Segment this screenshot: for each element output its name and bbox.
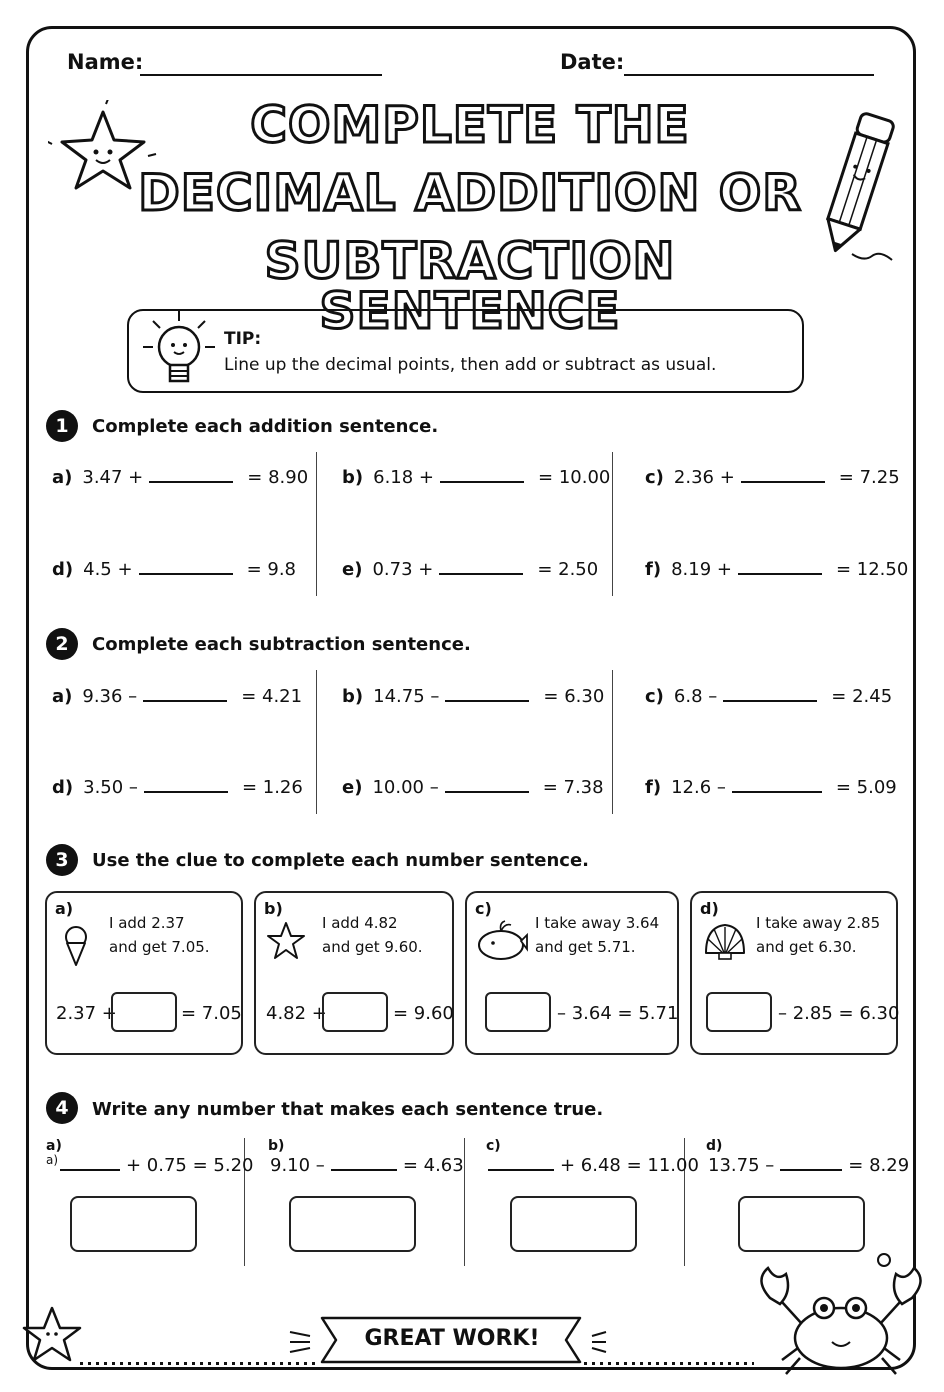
card-equation-left: 4.82 + [266, 1003, 327, 1024]
clue-card-a [45, 891, 243, 1055]
card-equation-right: = 9.60 [393, 1003, 454, 1024]
card-equation-left: 2.37 + [56, 1003, 117, 1024]
ice-cream-icon [61, 925, 91, 967]
s1-question-e: e) 0.73 + = 2.50 [342, 555, 598, 580]
whale-icon [475, 919, 529, 961]
shell-icon [702, 921, 748, 961]
answer-box[interactable] [289, 1196, 416, 1252]
answer-blank[interactable] [439, 555, 523, 575]
clue-line-1: I add 2.37 [109, 914, 185, 932]
column-divider [464, 1138, 465, 1266]
title-line-2: DECIMAL ADDITION OR [138, 164, 802, 222]
sand-hatch [80, 1362, 320, 1365]
clue-line-1: I take away 3.64 [535, 914, 660, 932]
tip-heading: TIP: [224, 329, 262, 349]
section-4-number: 4 [46, 1092, 78, 1124]
section-4-title: Write any number that makes each sentence true. [92, 1099, 604, 1120]
answer-blank[interactable] [738, 555, 822, 575]
section-2-number: 2 [46, 628, 78, 660]
item-label: a) [46, 1138, 62, 1154]
lightbulb-icon [139, 309, 219, 395]
answer-box[interactable] [322, 992, 388, 1032]
s4-question-c: + 6.48 = 11.00 [488, 1151, 699, 1176]
s2-question-a: a) 9.36 – = 4.21 [52, 682, 302, 707]
column-divider [316, 670, 317, 814]
answer-blank[interactable] [445, 773, 529, 793]
answer-box[interactable] [706, 992, 772, 1032]
clue-line-1: I add 4.82 [322, 914, 398, 932]
s1-question-d: d) 4.5 + = 9.8 [52, 555, 296, 580]
starfish-icon [20, 1300, 90, 1370]
s4-question-d: 13.75 – = 8.29 [708, 1151, 909, 1176]
answer-blank[interactable] [488, 1151, 554, 1171]
answer-blank[interactable] [780, 1151, 842, 1171]
section-2-title: Complete each subtraction sentence. [92, 634, 471, 655]
answer-blank[interactable] [143, 682, 227, 702]
answer-blank[interactable] [331, 1151, 397, 1171]
card-equation-right: – 3.64 = 5.71 [557, 1003, 679, 1024]
tip-text: Line up the decimal points, then add or subtract as usual. [224, 355, 717, 375]
s2-question-e: e) 10.00 – = 7.38 [342, 773, 604, 798]
s1-question-f: f) 8.19 + = 12.50 [645, 555, 908, 580]
answer-blank[interactable] [723, 682, 817, 702]
item-label: d) [706, 1138, 723, 1154]
item-sublabel: a) [46, 1153, 59, 1167]
clue-line-1: I take away 2.85 [756, 914, 881, 932]
section-3-title: Use the clue to complete each number sentence. [92, 850, 590, 871]
answer-blank[interactable] [144, 773, 228, 793]
great-work-banner: GREAT WORK! [364, 1326, 540, 1351]
item-label: b) [268, 1138, 285, 1154]
answer-box[interactable] [510, 1196, 637, 1252]
column-divider [316, 452, 317, 596]
clue-card-c [465, 891, 679, 1055]
column-divider [612, 452, 613, 596]
answer-box[interactable] [738, 1196, 865, 1252]
s1-question-a: a) 3.47 + = 8.90 [52, 463, 308, 488]
answer-blank[interactable] [139, 555, 233, 575]
name-label: Name: [67, 50, 144, 74]
answer-box[interactable] [70, 1196, 197, 1252]
answer-blank[interactable] [732, 773, 822, 793]
sand-hatch [584, 1362, 754, 1365]
title-line-3: SUBTRACTION SENTENCE [264, 232, 676, 340]
clue-card-b [254, 891, 454, 1055]
answer-blank[interactable] [60, 1151, 120, 1171]
answer-blank[interactable] [149, 463, 233, 483]
item-label: c) [486, 1138, 501, 1154]
answer-box[interactable] [485, 992, 551, 1032]
s1-question-c: c) 2.36 + = 7.25 [645, 463, 900, 488]
crab-icon [752, 1250, 932, 1384]
card-label: d) [700, 899, 719, 918]
s2-question-d: d) 3.50 – = 1.26 [52, 773, 303, 798]
card-equation-right: = 7.05 [181, 1003, 242, 1024]
s2-question-c: c) 6.8 – = 2.45 [645, 682, 892, 707]
s1-question-b: b) 6.18 + = 10.00 [342, 463, 610, 488]
date-line[interactable] [624, 74, 874, 76]
s2-question-f: f) 12.6 – = 5.09 [645, 773, 897, 798]
clue-line-2: and get 5.71. [535, 938, 636, 956]
answer-blank[interactable] [741, 463, 825, 483]
answer-box[interactable] [111, 992, 177, 1032]
s2-question-b: b) 14.75 – = 6.30 [342, 682, 604, 707]
card-label: c) [475, 899, 492, 918]
clue-line-2: and get 6.30. [756, 938, 857, 956]
answer-blank[interactable] [445, 682, 529, 702]
date-label: Date: [560, 50, 625, 74]
card-label: a) [55, 899, 74, 918]
name-line[interactable] [140, 74, 382, 76]
section-1-title: Complete each addition sentence. [92, 416, 439, 437]
s4-question-a: + 0.75 = 5.20 [60, 1151, 254, 1176]
tip-box [127, 309, 804, 393]
card-label: b) [264, 899, 283, 918]
card-equation-right: – 2.85 = 6.30 [778, 1003, 900, 1024]
starfish-icon [266, 921, 306, 961]
clue-line-2: and get 7.05. [109, 938, 210, 956]
clue-card-d [690, 891, 898, 1055]
s4-question-b: 9.10 – = 4.63 [270, 1151, 464, 1176]
clue-line-2: and get 9.60. [322, 938, 423, 956]
column-divider [612, 670, 613, 814]
section-1-number: 1 [46, 410, 78, 442]
title-line-1: COMPLETE THE [250, 96, 690, 154]
answer-blank[interactable] [440, 463, 524, 483]
section-3-number: 3 [46, 844, 78, 876]
